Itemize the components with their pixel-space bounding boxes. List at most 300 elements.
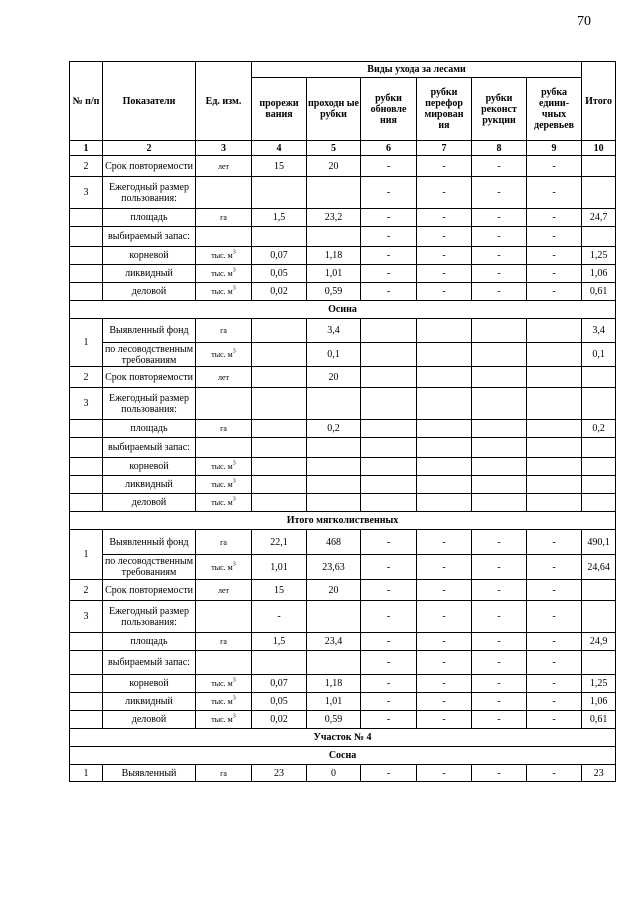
unit-superscript: 3 (232, 677, 236, 684)
value-cell: 1,06 (582, 265, 616, 283)
unit-cell (196, 494, 252, 512)
indicator-label: Выявленный фонд (103, 530, 196, 555)
value-cell: 1,18 (307, 675, 361, 693)
indicator-label: площадь (103, 209, 196, 227)
section-title: Сосна (70, 747, 616, 765)
section-title: Участок № 4 (70, 729, 616, 747)
value-cell: - (417, 675, 472, 693)
indicator-label: Выявленный фонд (103, 319, 196, 343)
column-number-row (70, 141, 616, 156)
value-cell: 0,02 (252, 283, 307, 301)
unit-text: га (220, 213, 227, 222)
table-row (70, 633, 616, 651)
header-reform: рубки перефор мирован ия (417, 78, 472, 141)
row-number: 1 (70, 319, 103, 367)
value-cell: 23,2 (307, 209, 361, 227)
value-cell (582, 227, 616, 247)
section-row (70, 729, 616, 747)
unit-text: тыс. м (211, 498, 233, 507)
value-cell (252, 319, 307, 343)
value-cell: - (527, 675, 582, 693)
row-number (70, 283, 103, 301)
value-cell: - (472, 177, 527, 209)
value-cell (472, 476, 527, 494)
row-number: 3 (70, 388, 103, 420)
value-cell: 0,59 (307, 711, 361, 729)
value-cell: - (472, 711, 527, 729)
value-cell (582, 367, 616, 388)
value-cell (582, 438, 616, 458)
value-cell (361, 420, 417, 438)
unit-text: тыс. м (211, 287, 233, 296)
value-cell: 1,01 (307, 693, 361, 711)
value-cell: - (527, 651, 582, 675)
value-cell: - (527, 265, 582, 283)
value-cell (307, 651, 361, 675)
column-number: 8 (472, 141, 527, 156)
value-cell: - (527, 156, 582, 177)
unit-text: тыс. м (211, 251, 233, 260)
value-cell: - (527, 209, 582, 227)
value-cell: - (472, 601, 527, 633)
table-row (70, 693, 616, 711)
unit-superscript: 3 (232, 478, 236, 485)
unit-text: тыс. м (211, 697, 233, 706)
table-row (70, 265, 616, 283)
value-cell: - (417, 247, 472, 265)
value-cell (472, 438, 527, 458)
table-row (70, 227, 616, 247)
unit-text: лет (217, 372, 230, 382)
value-cell: - (527, 580, 582, 601)
value-cell: 490,1 (582, 530, 616, 555)
row-number: 3 (70, 177, 103, 209)
value-cell: - (472, 555, 527, 580)
table-row (70, 177, 616, 209)
value-cell: - (361, 633, 417, 651)
value-cell (417, 458, 472, 476)
value-cell (582, 177, 616, 209)
value-cell (527, 388, 582, 420)
unit-cell (196, 580, 252, 601)
row-number (70, 209, 103, 227)
unit-superscript: 3 (232, 267, 236, 274)
value-cell: - (252, 601, 307, 633)
header-unit: Ед. изм. (196, 62, 252, 141)
column-number: 9 (527, 141, 582, 156)
table-row (70, 388, 616, 420)
unit-cell (196, 438, 252, 458)
row-number: 2 (70, 156, 103, 177)
indicator-label: выбираемый запас: (103, 227, 196, 247)
value-cell (307, 476, 361, 494)
unit-superscript: 3 (232, 249, 236, 256)
value-cell (582, 388, 616, 420)
value-cell: - (417, 601, 472, 633)
unit-superscript: 3 (232, 713, 236, 720)
unit-cell (196, 476, 252, 494)
row-number (70, 247, 103, 265)
value-cell: 0,07 (252, 675, 307, 693)
value-cell (472, 458, 527, 476)
value-cell (252, 494, 307, 512)
unit-text: тыс. м (211, 350, 233, 359)
column-number: 7 (417, 141, 472, 156)
unit-cell (196, 283, 252, 301)
row-number: 1 (70, 530, 103, 580)
value-cell: 24,64 (582, 555, 616, 580)
indicator-label: Ежегодный размер пользования: (103, 388, 196, 420)
value-cell: - (417, 580, 472, 601)
table-row (70, 343, 616, 367)
header-passage: проходн ые рубки (307, 78, 361, 141)
value-cell: - (361, 265, 417, 283)
unit-cell (196, 765, 252, 782)
row-number (70, 265, 103, 283)
unit-cell (196, 319, 252, 343)
table-row (70, 601, 616, 633)
value-cell: 0,05 (252, 265, 307, 283)
unit-text: га (220, 768, 227, 778)
unit-text: тыс. м (211, 715, 233, 724)
value-cell: - (472, 530, 527, 555)
section-title: Итого мягколиственных (70, 512, 616, 530)
value-cell (252, 458, 307, 476)
table-row (70, 555, 616, 580)
value-cell: - (361, 711, 417, 729)
value-cell: - (472, 580, 527, 601)
value-cell (417, 494, 472, 512)
value-cell: 1,18 (307, 247, 361, 265)
unit-text: тыс. м (211, 480, 233, 489)
value-cell: - (361, 283, 417, 301)
value-cell (307, 438, 361, 458)
table-row (70, 458, 616, 476)
unit-text: лет (217, 161, 230, 171)
unit-cell (196, 675, 252, 693)
value-cell: 468 (307, 530, 361, 555)
row-number (70, 693, 103, 711)
value-cell: 3,4 (307, 319, 361, 343)
value-cell: - (527, 530, 582, 555)
row-number: 2 (70, 367, 103, 388)
value-cell: 1,25 (582, 247, 616, 265)
value-cell (361, 476, 417, 494)
table-row (70, 283, 616, 301)
table-row (70, 367, 616, 388)
value-cell (582, 601, 616, 633)
section-row (70, 301, 616, 319)
row-number (70, 227, 103, 247)
indicator-label: Выявленный (103, 765, 196, 782)
indicator-label: ликвидный (103, 693, 196, 711)
value-cell: - (417, 265, 472, 283)
indicator-label: по лесоводственным требованиям (103, 555, 196, 580)
value-cell: 1,25 (582, 675, 616, 693)
row-number: 1 (70, 765, 103, 782)
value-cell: 0,61 (582, 711, 616, 729)
indicator-label: корневой (103, 675, 196, 693)
value-cell: - (472, 227, 527, 247)
value-cell (307, 177, 361, 209)
value-cell: 0,05 (252, 693, 307, 711)
value-cell (417, 388, 472, 420)
column-number: 10 (582, 141, 616, 156)
value-cell (252, 343, 307, 367)
value-cell: - (361, 177, 417, 209)
value-cell: - (417, 209, 472, 227)
value-cell (252, 388, 307, 420)
column-number: 3 (196, 141, 252, 156)
value-cell: - (472, 265, 527, 283)
value-cell: - (361, 530, 417, 555)
value-cell: - (417, 633, 472, 651)
indicator-label: площадь (103, 420, 196, 438)
value-cell (472, 388, 527, 420)
value-cell: 15 (252, 156, 307, 177)
unit-cell (196, 156, 252, 177)
header-group-title: Виды ухода за лесами (252, 62, 582, 78)
value-cell: - (472, 633, 527, 651)
value-cell: 15 (252, 580, 307, 601)
value-cell: 0,02 (252, 711, 307, 729)
value-cell: - (527, 765, 582, 782)
header-row-top (70, 62, 616, 78)
value-cell (361, 343, 417, 367)
table-row (70, 247, 616, 265)
value-cell: 0 (307, 765, 361, 782)
value-cell: - (361, 227, 417, 247)
value-cell (307, 458, 361, 476)
unit-superscript: 3 (232, 496, 236, 503)
unit-cell (196, 227, 252, 247)
value-cell (417, 319, 472, 343)
value-cell: - (361, 580, 417, 601)
value-cell (252, 177, 307, 209)
value-cell (252, 367, 307, 388)
value-cell (307, 494, 361, 512)
value-cell: - (417, 156, 472, 177)
section-title: Осина (70, 301, 616, 319)
value-cell (472, 420, 527, 438)
value-cell (472, 367, 527, 388)
value-cell (307, 227, 361, 247)
value-cell: - (472, 693, 527, 711)
value-cell: 0,07 (252, 247, 307, 265)
value-cell (417, 476, 472, 494)
value-cell (527, 343, 582, 367)
value-cell: 20 (307, 580, 361, 601)
value-cell: - (417, 177, 472, 209)
value-cell: - (472, 765, 527, 782)
value-cell: 0,1 (582, 343, 616, 367)
value-cell: - (417, 651, 472, 675)
column-number: 1 (70, 141, 103, 156)
unit-text: тыс. м (211, 679, 233, 688)
value-cell: 24,9 (582, 633, 616, 651)
value-cell (527, 494, 582, 512)
unit-cell (196, 633, 252, 651)
value-cell: 23,63 (307, 555, 361, 580)
value-cell: - (417, 555, 472, 580)
indicator-label: корневой (103, 247, 196, 265)
unit-text: лет (217, 585, 230, 595)
value-cell (472, 343, 527, 367)
value-cell: - (361, 675, 417, 693)
unit-cell (196, 651, 252, 675)
value-cell (582, 494, 616, 512)
indicator-label: выбираемый запас: (103, 438, 196, 458)
value-cell: - (417, 711, 472, 729)
row-number (70, 438, 103, 458)
value-cell: 20 (307, 367, 361, 388)
value-cell: - (361, 247, 417, 265)
indicator-label: Срок повторяемости (103, 156, 196, 177)
table-row (70, 420, 616, 438)
unit-cell (196, 420, 252, 438)
value-cell (527, 458, 582, 476)
value-cell: - (527, 693, 582, 711)
value-cell: 1,5 (252, 209, 307, 227)
table-row (70, 651, 616, 675)
value-cell: - (527, 555, 582, 580)
value-cell: - (472, 675, 527, 693)
table-row (70, 156, 616, 177)
value-cell: - (361, 651, 417, 675)
unit-text: га (220, 537, 227, 547)
value-cell: 24,7 (582, 209, 616, 227)
value-cell: - (417, 765, 472, 782)
row-number (70, 420, 103, 438)
value-cell (252, 438, 307, 458)
value-cell (527, 367, 582, 388)
unit-cell (196, 530, 252, 555)
value-cell: - (361, 693, 417, 711)
value-cell: 0,2 (582, 420, 616, 438)
table-row (70, 711, 616, 729)
value-cell: - (361, 765, 417, 782)
value-cell: - (417, 530, 472, 555)
value-cell: 0,59 (307, 283, 361, 301)
page-number: 70 (577, 14, 591, 29)
value-cell: 1,01 (307, 265, 361, 283)
column-number: 6 (361, 141, 417, 156)
indicator-label: Срок повторяемости (103, 367, 196, 388)
value-cell (252, 651, 307, 675)
unit-text: тыс. м (211, 269, 233, 278)
value-cell: 1,06 (582, 693, 616, 711)
value-cell: - (472, 247, 527, 265)
indicator-label: ликвидный (103, 265, 196, 283)
value-cell (527, 438, 582, 458)
unit-superscript: 3 (232, 695, 236, 702)
indicator-label: выбираемый запас: (103, 651, 196, 675)
value-cell: 0,61 (582, 283, 616, 301)
value-cell: 0,2 (307, 420, 361, 438)
value-cell (417, 420, 472, 438)
value-cell: - (527, 601, 582, 633)
table-row (70, 675, 616, 693)
row-number (70, 458, 103, 476)
value-cell: - (361, 156, 417, 177)
unit-text: тыс. м (211, 562, 233, 572)
value-cell: 0,1 (307, 343, 361, 367)
value-cell (307, 388, 361, 420)
value-cell (582, 156, 616, 177)
indicator-label: по лесоводственным требованиям (103, 343, 196, 367)
header-thinning: прорежи вания (252, 78, 307, 141)
indicator-label: Ежегодный размер пользования: (103, 601, 196, 633)
value-cell (527, 476, 582, 494)
row-number: 3 (70, 601, 103, 633)
unit-cell (196, 458, 252, 476)
indicator-label: корневой (103, 458, 196, 476)
row-number: 2 (70, 580, 103, 601)
column-number: 5 (307, 141, 361, 156)
value-cell (582, 580, 616, 601)
row-number (70, 633, 103, 651)
section-row (70, 747, 616, 765)
unit-cell (196, 247, 252, 265)
table-row (70, 580, 616, 601)
value-cell (361, 494, 417, 512)
unit-superscript: 3 (232, 285, 236, 292)
value-cell (472, 319, 527, 343)
value-cell: 23 (252, 765, 307, 782)
value-cell: - (527, 633, 582, 651)
unit-text: га (220, 637, 227, 646)
table-row (70, 209, 616, 227)
table-row (70, 319, 616, 343)
row-number (70, 651, 103, 675)
forest-care-table (69, 61, 616, 782)
row-number (70, 476, 103, 494)
value-cell: - (472, 651, 527, 675)
indicator-label: деловой (103, 494, 196, 512)
value-cell: 3,4 (582, 319, 616, 343)
header-single: рубка едини- чных деревьев (527, 78, 582, 141)
column-number: 2 (103, 141, 196, 156)
value-cell: - (417, 693, 472, 711)
section-row (70, 512, 616, 530)
unit-superscript: 3 (232, 460, 236, 467)
value-cell: - (472, 283, 527, 301)
value-cell: - (417, 227, 472, 247)
value-cell: - (527, 227, 582, 247)
row-number (70, 675, 103, 693)
value-cell: - (527, 247, 582, 265)
unit-cell (196, 367, 252, 388)
unit-cell (196, 343, 252, 367)
value-cell (361, 438, 417, 458)
row-number (70, 494, 103, 512)
value-cell: 22,1 (252, 530, 307, 555)
indicator-label: Срок повторяемости (103, 580, 196, 601)
unit-text: га (220, 424, 227, 433)
unit-cell (196, 601, 252, 633)
header-total: Итого (582, 62, 616, 141)
value-cell: - (361, 209, 417, 227)
unit-cell (196, 711, 252, 729)
table-row (70, 494, 616, 512)
value-cell: 23 (582, 765, 616, 782)
indicator-label: деловой (103, 711, 196, 729)
value-cell (417, 343, 472, 367)
row-number (70, 711, 103, 729)
unit-superscript: 3 (232, 561, 236, 568)
value-cell: - (527, 177, 582, 209)
indicator-label: ликвидный (103, 476, 196, 494)
